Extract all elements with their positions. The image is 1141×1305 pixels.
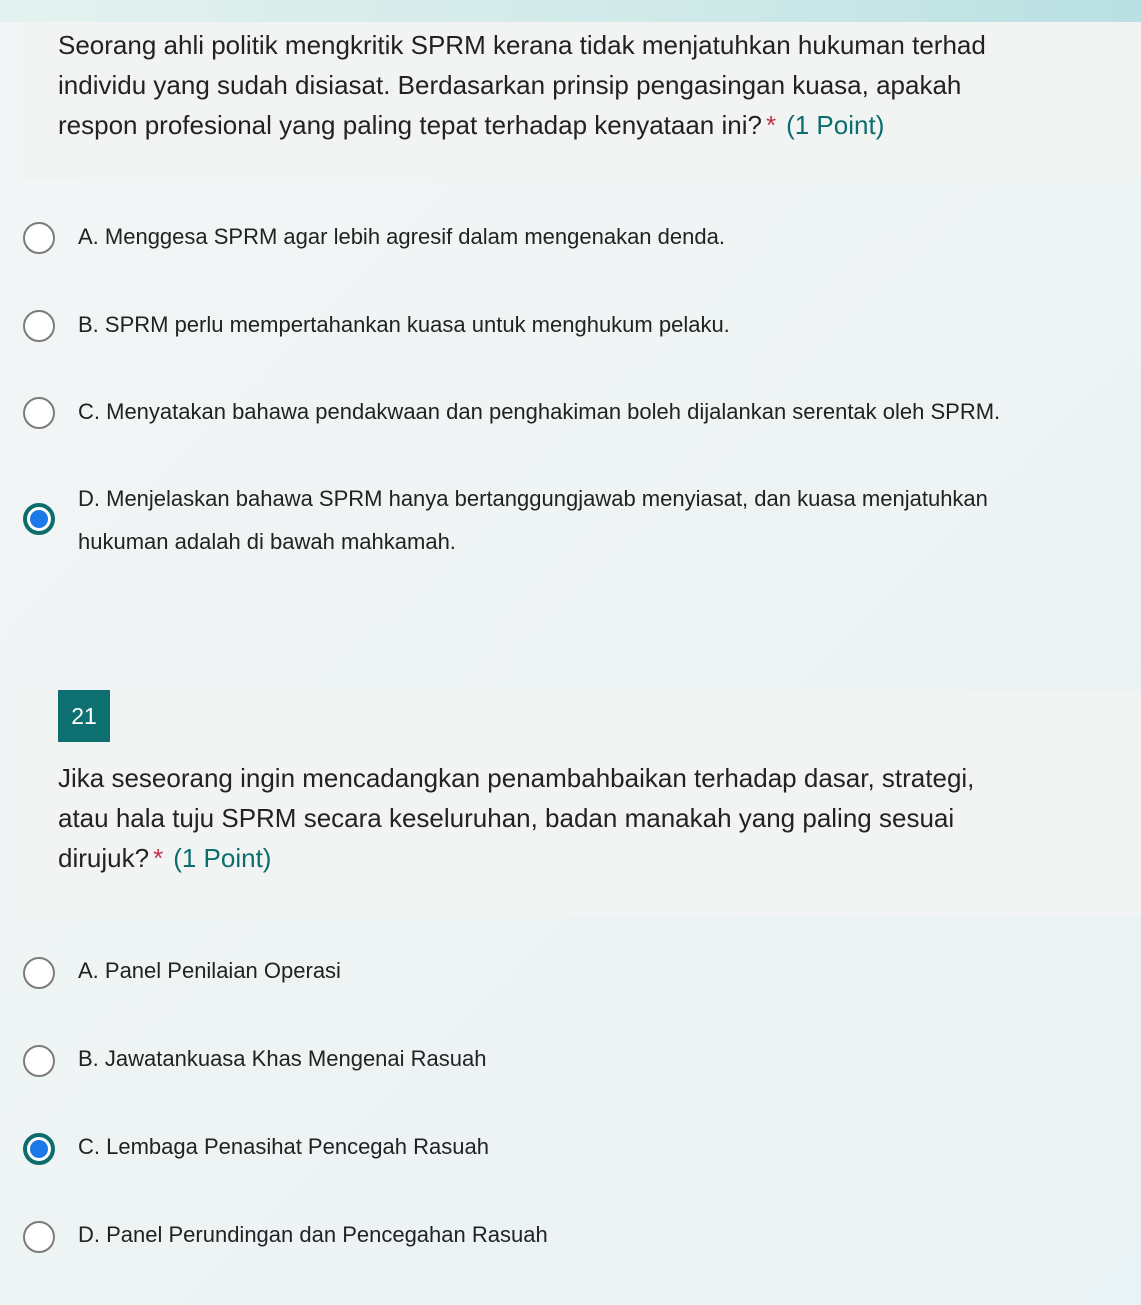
points-label: (1 Point) xyxy=(786,110,885,140)
question-21-line-1: Jika seseorang ingin mencadangkan penambahbaikan terhadap dasar, strategi, xyxy=(58,763,975,793)
question-21-text xyxy=(58,758,974,878)
option-label: A. Menggesa SPRM agar lebih agresif dalam mengenakan denda. xyxy=(78,224,725,249)
points-label: (1 Point) xyxy=(173,843,272,873)
radio-button[interactable] xyxy=(23,1045,55,1077)
radio-button[interactable] xyxy=(23,397,55,429)
option-label: C. Lembaga Penasihat Pencegah Rasuah xyxy=(78,1134,489,1159)
question-number-badge: 21 xyxy=(58,690,110,742)
q21-option-d[interactable] xyxy=(22,1216,1141,1256)
question-20-line-1: Seorang ahli politik mengkritik SPRM kerana tidak menjatuhkan hukuman terhad xyxy=(58,30,986,60)
q21-option-a[interactable] xyxy=(22,952,1141,992)
option-label: C. Menyatakan bahawa pendakwaan dan penghakiman boleh dijalankan serentak oleh SPRM. xyxy=(78,399,1001,424)
required-asterisk: * xyxy=(765,110,777,140)
q20-option-c[interactable] xyxy=(22,393,1141,433)
top-banner-strip xyxy=(0,0,1141,22)
radio-button[interactable] xyxy=(23,1221,55,1253)
question-21-line-3: dirujuk? xyxy=(58,843,150,873)
option-label: A. Panel Penilaian Operasi xyxy=(78,958,341,983)
option-label-line-2: hukuman adalah di bawah mahkamah. xyxy=(78,529,456,554)
radio-button[interactable] xyxy=(23,222,55,254)
option-label: B. Jawatankuasa Khas Mengenai Rasuah xyxy=(78,1046,487,1071)
q20-option-a[interactable] xyxy=(22,218,1141,258)
q21-option-c[interactable] xyxy=(22,1128,1141,1168)
q21-option-b[interactable] xyxy=(22,1040,1141,1080)
radio-button-selected[interactable] xyxy=(23,503,55,535)
option-label: D. Panel Perundingan dan Pencegahan Rasuah xyxy=(78,1222,548,1247)
question-21-card xyxy=(24,690,1141,916)
q20-option-d[interactable] xyxy=(22,480,1141,560)
question-21-line-2: atau hala tuju SPRM secara keseluruhan, badan manakah yang paling sesuai xyxy=(58,803,955,833)
radio-button[interactable] xyxy=(23,957,55,989)
option-label: B. SPRM perlu mempertahankan kuasa untuk menghukum pelaku. xyxy=(78,312,730,337)
question-20-line-2: individu yang sudah disiasat. Berdasarkan prinsip pengasingan kuasa, apakah xyxy=(58,70,962,100)
radio-button[interactable] xyxy=(23,310,55,342)
q20-option-b[interactable] xyxy=(22,306,1141,346)
required-asterisk: * xyxy=(153,843,164,873)
question-20-line-3: respon profesional yang paling tepat terhadap kenyataan ini? xyxy=(58,110,762,140)
question-20-text xyxy=(58,25,986,145)
radio-button-selected[interactable] xyxy=(23,1133,55,1165)
option-label-line-1: D. Menjelaskan bahawa SPRM hanya bertanggungjawab menyiasat, dan kuasa menjatuhkan xyxy=(78,486,988,511)
question-20-card xyxy=(24,22,1141,179)
